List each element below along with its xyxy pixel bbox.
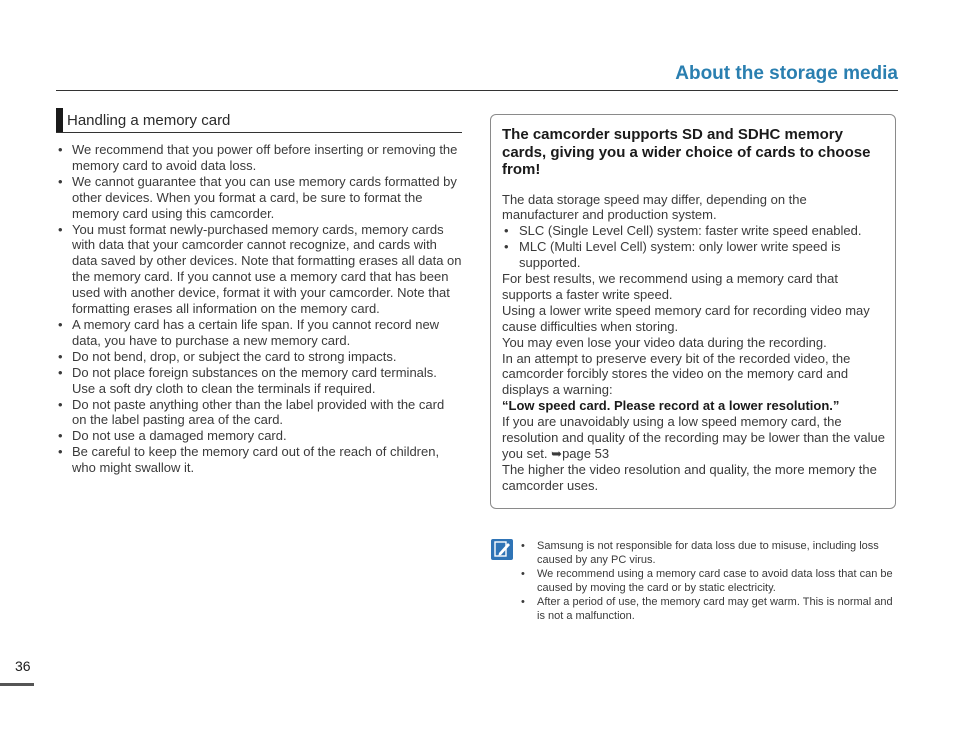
list-item: • We cannot guarantee that you can use memory cards formatted by other devices. When you format a card, be sure to format the memory card using this camcorder. <box>58 173 457 221</box>
list-item: • After a period of use, the memory card may get warm. This is normal and is not a malfunction. <box>521 596 893 622</box>
infobox-intro: The data storage speed may differ, depending on the manufacturer and production system. <box>502 191 807 223</box>
page-number-rule <box>0 683 34 686</box>
page-reference-link[interactable]: page 53 <box>562 446 610 461</box>
list-item: • We recommend using a memory card case to avoid data loss that can be caused by moving the card or by static electricity. <box>521 568 893 594</box>
list-item: • A memory card has a certain life span. If you cannot record new data, you have to purchase a new memory card. <box>58 316 440 348</box>
list-item: • You must format newly-purchased memory cards, memory cards with data that your camcorder cannot recognize, and cards with data saved by other devices. Note that formatting erases all data on the memory card. If you cannot use a memory card that has been used with another device, format it with your camcorder. Note that formatting erases all information on the memory card. <box>58 221 462 317</box>
list-item: • Do not paste anything other than the label provided with the card on the label pasting area of the card. <box>58 396 445 428</box>
sd-support-infobox <box>490 114 896 509</box>
list-item: • Do not use a damaged memory card. <box>58 428 287 444</box>
infobox-paragraph: The higher the video resolution and quality, the more memory the camcorder uses. <box>502 461 877 493</box>
note-pencil-icon <box>491 539 513 560</box>
list-item: • Do not bend, drop, or subject the card to strong impacts. <box>58 348 397 364</box>
list-item: • MLC (Multi Level Cell) system: only lower write speed is supported. <box>504 239 841 271</box>
infobox-paragraph: You may even lose your video data during the recording. <box>502 334 827 350</box>
section-heading-text: Handling a memory card <box>67 112 231 129</box>
list-item: • We recommend that you power off before inserting or removing the memory card to avoid data loss. <box>58 142 458 173</box>
infobox-paragraph: For best results, we recommend using a memory card that supports a faster write speed. <box>502 271 838 302</box>
list-item: • Be careful to keep the memory card out of the reach of children, who might swallow it. <box>58 444 440 476</box>
notes-list <box>521 539 893 623</box>
handling-section <box>56 108 462 476</box>
header-divider <box>56 90 898 91</box>
list-item: • Samsung is not responsible for data loss due to misuse, including loss caused by any PC virus. <box>521 540 879 566</box>
section-heading <box>56 108 462 133</box>
notes-section <box>521 539 893 623</box>
heading-bar <box>56 108 63 132</box>
warning-message: “Low speed card. Please record at a lower resolution.” <box>502 398 840 414</box>
page-reference-arrow-icon: ➥ <box>551 446 563 461</box>
infobox-title: The camcorder supports SD and SDHC memory cards, giving you a wider choice of cards to choose from! <box>502 126 871 178</box>
infobox-paragraph: If you are unavoidably using a low speed memory card, the resolution and quality of the recording may be lower than the value you set. ➥page 53 <box>502 414 886 461</box>
list-item: • SLC (Single Level Cell) system: faster write speed enabled. <box>504 223 862 239</box>
page-number: 36 <box>15 658 31 674</box>
infobox-body <box>502 192 885 494</box>
cell-type-list <box>502 223 885 271</box>
handling-bullet-list <box>56 142 462 476</box>
infobox-paragraph: Using a lower write speed memory card for recording video may cause difficulties when storing. <box>502 302 870 334</box>
list-item: • Do not place foreign substances on the memory card terminals. Use a soft dry cloth to clean the terminals if required. <box>58 364 437 396</box>
page-title: About the storage media <box>675 63 898 84</box>
infobox-paragraph: In an attempt to preserve every bit of the recorded video, the camcorder forcibly stores the video on the memory card and displays a warning: <box>502 350 851 398</box>
